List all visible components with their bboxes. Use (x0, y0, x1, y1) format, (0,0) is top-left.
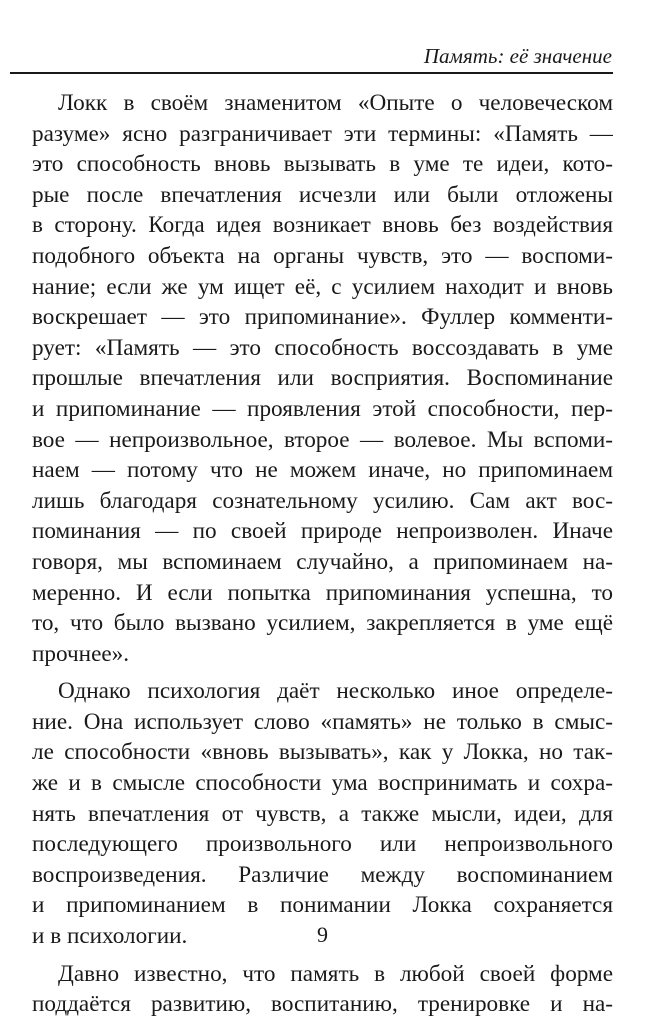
text-line: разуме» ясно разграничивает эти термины: «Память — (32, 120, 613, 147)
text-line: в сторону. Когда идея возникает вновь без воздействия (32, 212, 613, 239)
text-line: воспроизведения. Различие между воспоминанием (32, 861, 613, 888)
text-line: лишь благодаря сознательному усилию. Сам акт вос- (32, 487, 613, 514)
text-line: поддаётся развитию, воспитанию, тренировке и на- (32, 991, 613, 1018)
text-line: ле способности «вновь вызывать», как у Локка, но так- (32, 739, 613, 766)
text-line: говоря, мы вспоминаем случайно, а припоминаем на- (32, 548, 613, 575)
paragraph-1 (32, 88, 613, 669)
text-line: меренно. И если попытка припоминания успешна, то (32, 579, 613, 606)
text-line: воскрешает — это припоминание». Фуллер комменти- (32, 304, 613, 331)
text-line: прочнее». (32, 640, 130, 667)
text-line: последующего произвольного или непроизвольного (32, 831, 613, 858)
text-line: нание; если же ум ищет её, с усилием находит и вновь (32, 273, 613, 300)
running-title: Память: её значение (423, 44, 612, 68)
text-line: же и в смысле способности ума воспринимать и сохра- (32, 770, 613, 797)
paragraph-2 (32, 676, 613, 951)
text-line: поминания — по своей природе непроизволен. Иначе (32, 518, 613, 545)
text-line: рые после впечатления исчезли или были отложены (32, 181, 613, 208)
text-line: и припоминанием в понимании Локка сохраняется (32, 892, 613, 919)
text-line: ние. Она использует слово «память» не только в смыс- (32, 708, 613, 735)
paragraph-3 (32, 959, 613, 1020)
text-line: нять впечатления от чувств, а также мысли, идеи, для (32, 800, 613, 827)
text-line: наем — потому что не можем иначе, но припоминаем (32, 457, 613, 484)
body-text (32, 88, 613, 1027)
text-line: прошлые впечатления или восприятия. Воспоминание (32, 365, 613, 392)
text-line: Однако психология даёт несколько иное определе- (58, 678, 613, 705)
text-line: и в психологии. (32, 923, 188, 950)
text-line: вое — непроизвольное, второе — волевое. Мы вспоми- (32, 426, 613, 453)
text-line: это способность вновь вызывать в уме те идеи, кото- (32, 151, 613, 178)
page-number: 9 (317, 922, 328, 947)
header-rule (10, 72, 613, 74)
text-line: Локк в своём знаменитом «Опыте о человеческом (58, 90, 613, 116)
text-line: то, что было вызвано усилием, закрепляется в уме ещё (32, 610, 613, 637)
text-line: рует: «Память — это способность воссоздавать в уме (32, 334, 613, 361)
text-line: подобного объекта на органы чувств, это — воспоми- (32, 242, 613, 269)
text-line: Давно известно, что память в любой своей форме (58, 960, 613, 987)
text-line: и припоминание — проявления этой способности, пер- (32, 395, 613, 422)
